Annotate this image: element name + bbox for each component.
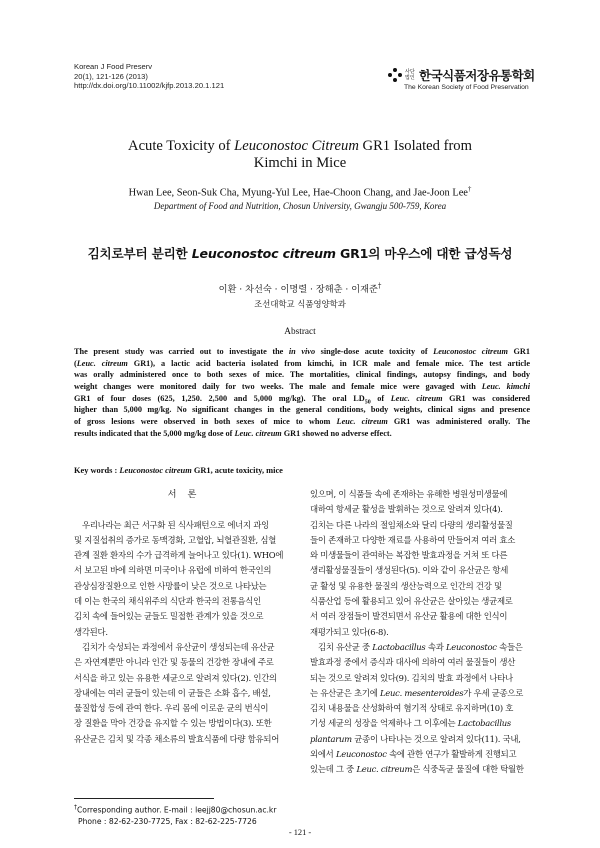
body-line: 발효과정 중에서 증식과 대사에 의하여 여러 물질들이 생산 <box>310 657 516 668</box>
journal-volume: 20(1), 121-126 (2013) <box>74 71 148 81</box>
body-line: 김치 속에 들어있는 균들도 밀접한 관계가 있을 것으로 <box>74 611 264 622</box>
society-logo <box>388 66 535 84</box>
body-line: 우리나라는 최근 서구화 된 식사패턴으로 에너지 과잉 <box>82 519 269 530</box>
body-line: 균 활성 및 유용한 물질의 생산능력으로 인간의 건강 및 <box>310 580 502 591</box>
body-line: 관계 질환 환자의 수가 급격하게 늘어나고 있다(1). WHO에 <box>74 550 284 561</box>
abstract-body: The present study was carried out to investigate the in vivo single-dose acute toxicity of Leuconostoc citreum GR1 (Leuc. citreum GR1), a lactic acid bacteria isolated from kimchi, in ICR male and female mice. The test article was orally administered once to both sexes of mice. The mortalities, clinical findings, autopsy findings, and body weight changes were monitored daily for two weeks. The male and female mice were gavaged with Leuc. kimchi GR1 of four doses (625, 1,250. 2,500 and 5,000 mg/kg). The oral $LD_{50}$ of Leuc. citreum GR1 was considered higher than 5,000 mg/kg. No significant changes in the general conditions, body weights, clinical signs and presence of gross lesions were observed in both sexes of mice to whom Leuc. citreum GR1 was administered orally. The results indicated that the 5,000 mg/kg dose of Leuc. citreum GR1 showed no adverse effect. <box>74 347 530 438</box>
body-line: 서식을 하고 있는 유용한 세균으로 알려져 있다(2). 인간의 <box>74 672 277 683</box>
society-name-en: The Korean Society of Food Preservation <box>404 84 529 91</box>
body-line: 생리활성물질들이 생성된다(5). 이와 같이 유산균은 항세 <box>310 565 509 576</box>
journal-info <box>74 62 224 91</box>
society-type: 사단법인 <box>405 69 415 81</box>
body-line: 있으며, 이 식품들 속에 존재하는 유해한 병원성미생물에 <box>310 489 508 499</box>
body-line: 김치 내용물을 산성화하여 혐기적 상태로 유지하며(10) 호 <box>310 703 514 714</box>
section-heading: 서 론 <box>167 489 201 500</box>
body-column-right <box>310 487 530 778</box>
correspondence-footnote: †Corresponding author. E-mail : leejj80@chosun.ac.kr Phone : 82-62-230-7725, Fax : 82-62-225-7726 <box>74 804 277 826</box>
body-line: 와 미생물들이 관여하는 복잡한 발효과정을 거쳐 또 다른 <box>310 550 508 561</box>
abstract-heading: Abstract <box>284 327 316 337</box>
body-line: 재평가되고 있다(6-8). <box>310 626 389 637</box>
body-column-left <box>74 487 294 747</box>
society-emblem-icon <box>388 68 402 82</box>
body-line: 되는 것으로 알려져 있다(9). 김치의 발효 과정에서 나타나 <box>310 672 513 683</box>
footnote-divider <box>74 798 214 799</box>
paper-title: Acute Toxicity of Leuconostoc Citreum GR1 Isolated from Kimchi in Mice <box>128 138 472 171</box>
body-line: 있는데 그 중 Leuc. citreum은 식중독균 물질에 대한 탁월한 <box>310 764 524 775</box>
body-line: 대하여 항세균 활성을 발휘하는 것으로 알려져 있다(4). <box>310 504 503 515</box>
author-list-ko: 이환 · 차선숙 · 이명렬 · 장해춘 · 이재준† <box>218 281 382 295</box>
body-line: 데 이는 한국의 채식위주의 식단과 한국의 전통음식인 <box>74 596 261 607</box>
body-line: 김치는 다른 나라의 절임채소와 달리 다량의 생리활성물질 <box>310 519 513 530</box>
body-line: 관상심장질환으로 인한 사망률이 낮은 것으로 나타났는 <box>74 580 267 591</box>
body-line: 김치 유산균 중 Lactobacillus 속과 Leuconostoc 속들은 <box>318 641 523 652</box>
society-name-ko: 한국식품저장유통학회 <box>419 68 535 83</box>
body-line: 서 보고된 바에 의하면 미국이나 유럽에 비하여 한국인의 <box>74 565 272 576</box>
body-line: 서 여러 장점들이 발견되면서 유산균 활용에 대한 인식이 <box>310 611 508 622</box>
keywords: Key words : Leuconostoc citreum GR1, acute toxicity, mice <box>74 466 283 475</box>
body-line: 및 지질섭취의 증가로 동맥경화, 고혈압, 뇌혈관질환, 심혈 <box>74 534 277 545</box>
body-line: 기성 세균의 성장을 억제하나 그 이후에는 Lactobacillus <box>310 718 511 729</box>
affiliation-ko: 조선대학교 식품영양학과 <box>254 299 346 309</box>
body-line: 식품산업 등에 활용되고 있어 유산균은 살아있는 생균제로 <box>310 596 513 607</box>
corresponding-mark: † <box>467 185 472 193</box>
body-line: plantarum 균종이 나타나는 것으로 알려져 있다(11). 국내, <box>310 733 521 744</box>
affiliation: Department of Food and Nutrition, Chosun University, Gwangju 500-759, Korea <box>153 201 447 211</box>
body-line: 생각된다. <box>74 626 108 637</box>
body-line: 외에서 Leuconostoc 속에 관한 연구가 활발하게 진행되고 <box>310 749 517 760</box>
body-line: 은 자연계뿐만 아니라 인간 및 동물의 건강한 장내에 주로 <box>74 657 274 668</box>
journal-doi: http://dx.doi.org/10.11002/kjfp.2013.20.1.121 <box>74 81 225 91</box>
journal-name: Korean J Food Preserv <box>74 62 153 71</box>
author-list: Hwan Lee, Seon-Suk Cha, Myung-Yul Lee, Hae-Choon Chang, and Jae-Joon Lee† <box>128 185 472 199</box>
body-line: 장내에는 여러 균들이 있는데 이 균들은 소화 흡수, 배설, <box>74 687 271 698</box>
body-line: 유산균은 김치 및 각종 채소류의 발효식품에 다량 함유되어 <box>74 733 280 744</box>
body-line: 는 유산균은 초기에 Leuc. mesenteroides가 우세 균종으로 <box>310 687 524 698</box>
body-line: 물질합성 등에 관여 한다. 우리 몸에 이로운 균의 번식이 <box>74 703 269 714</box>
page-number: - 121 - <box>288 828 312 837</box>
body-line: 김치가 숙성되는 과정에서 유산균이 생성되는데 유산균 <box>82 641 275 652</box>
body-line: 장 질환을 막아 건강을 유지할 수 있는 방법이다(3). 또한 <box>74 718 272 729</box>
paper-title-ko: 김치로부터 분리한 Leuconostoc citreum GR1의 마우스에 대한 급성독성 <box>87 246 513 261</box>
body-line: 들이 존재하고 다양한 재료를 사용하여 만들어져 여러 효소 <box>310 534 516 545</box>
